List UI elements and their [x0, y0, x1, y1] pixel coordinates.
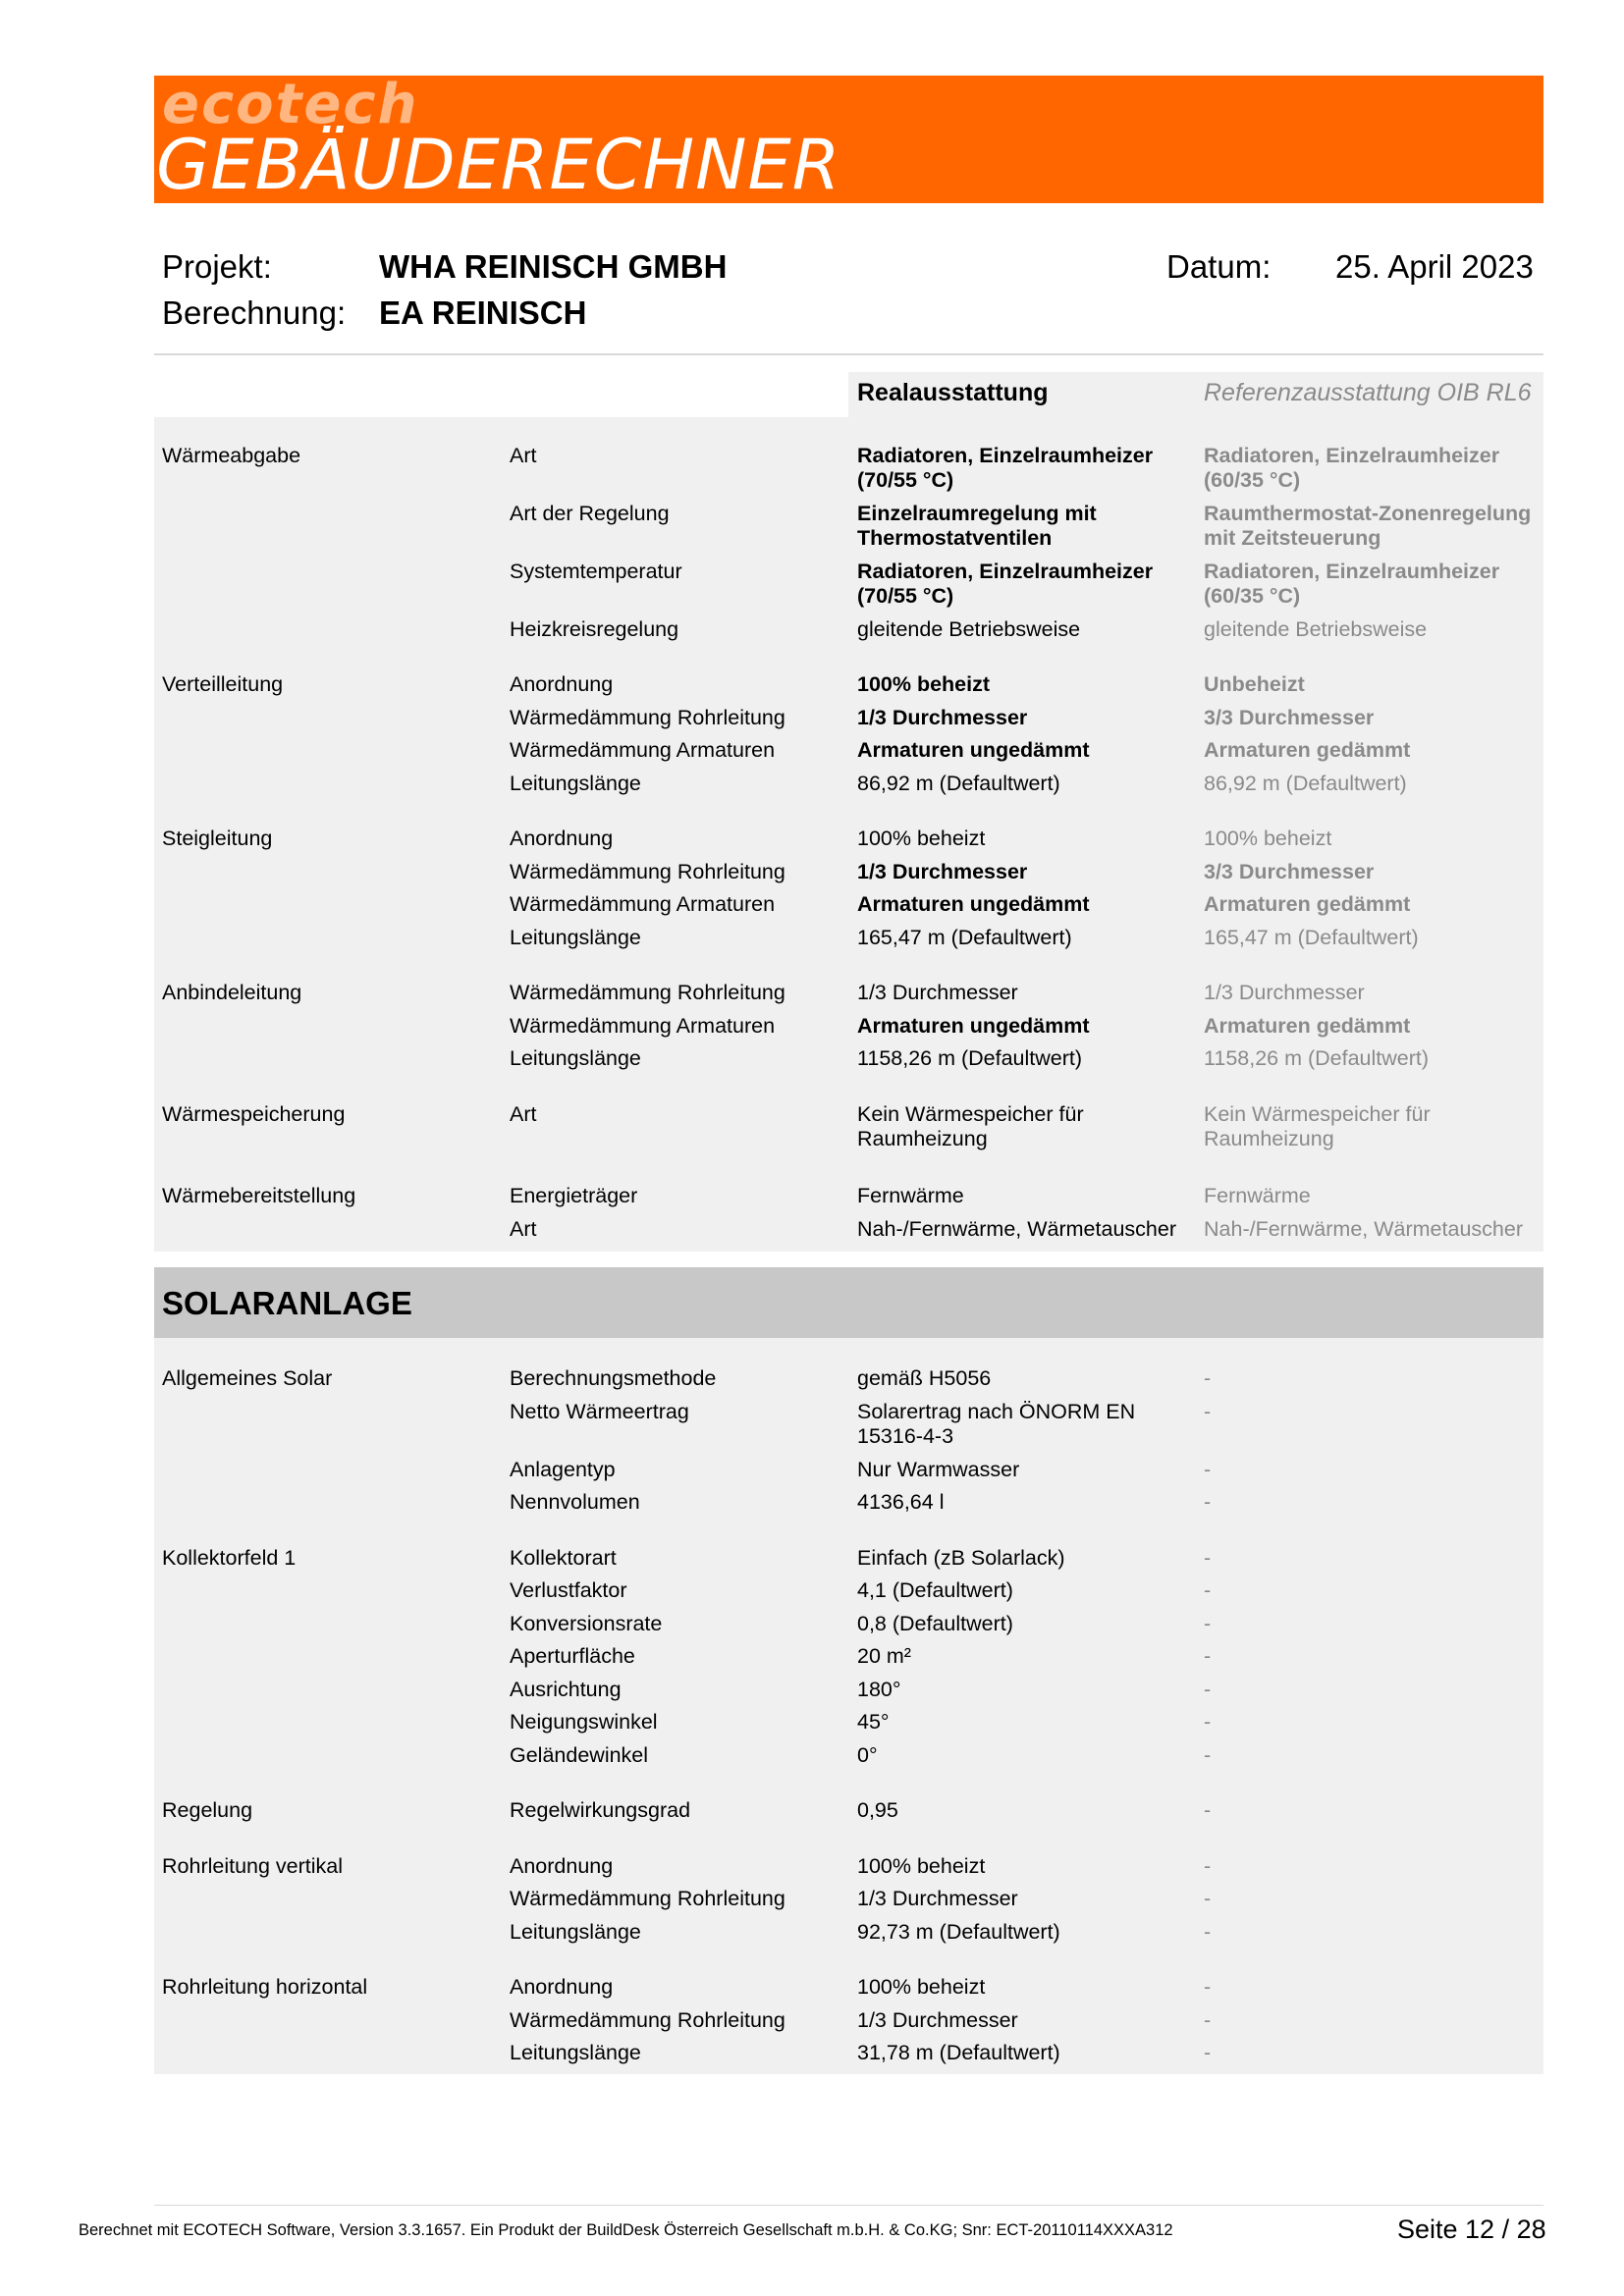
solar-reference-value: - [1204, 1458, 1212, 1481]
solar-reference-value: - [1204, 1798, 1212, 1822]
heating-parameter: Heizkreisregelung [510, 617, 679, 641]
heating-real-value: Fernwärme [857, 1184, 964, 1207]
solar-real-value: 100% beheizt [857, 1854, 986, 1878]
heating-group-label: Anbindeleitung [162, 981, 302, 1004]
solar-reference-value: - [1204, 1578, 1212, 1602]
heating-reference-value: 1158,26 m (Defaultwert) [1204, 1046, 1430, 1070]
solar-parameter: Leitungslänge [510, 2041, 641, 2064]
solar-group-label: Rohrleitung horizontal [162, 1975, 368, 1999]
logo-product: GEBÄUDERECHNER [156, 125, 841, 205]
solar-reference-value: - [1204, 1887, 1212, 1910]
logo-brand: ecotech [162, 73, 419, 136]
heating-reference-value: 3/3 Durchmesser [1204, 706, 1375, 729]
heating-parameter: Art [510, 1102, 537, 1126]
footer-divider [154, 2205, 1543, 2206]
berechnung-label: Berechnung: [162, 294, 347, 331]
heating-reference-value: Radiatoren, Einzelraumheizer (60/35 °C) [1204, 560, 1500, 608]
solar-parameter: Berechnungsmethode [510, 1366, 717, 1390]
datum-label: Datum: [1166, 248, 1272, 285]
heating-real-value: Einzelraumregelung mit Thermostatventilen [857, 502, 1097, 550]
heating-real-value: 100% beheizt [857, 672, 991, 696]
heating-reference-value: 3/3 Durchmesser [1204, 860, 1375, 883]
heating-real-value: 1/3 Durchmesser [857, 706, 1028, 729]
heating-parameter: Systemtemperatur [510, 560, 682, 583]
solar-reference-value: - [1204, 1644, 1212, 1668]
solar-real-value: 0° [857, 1743, 878, 1767]
solar-real-value: 92,73 m (Defaultwert) [857, 1920, 1060, 1944]
solar-panel [154, 1338, 1543, 2074]
solar-parameter: Aperturfläche [510, 1644, 635, 1668]
heating-reference-value: 1/3 Durchmesser [1204, 981, 1365, 1004]
solar-reference-value: - [1204, 2008, 1212, 2032]
solar-reference-value: - [1204, 1743, 1212, 1767]
solar-real-value: gemäß H5056 [857, 1366, 992, 1390]
solar-real-value: 180° [857, 1678, 901, 1701]
solar-reference-value: - [1204, 1366, 1212, 1390]
solar-real-value: 0,95 [857, 1798, 898, 1822]
heating-parameter: Anordnung [510, 827, 614, 850]
heating-reference-value: 100% beheizt [1204, 827, 1332, 850]
heating-real-value: 1/3 Durchmesser [857, 860, 1028, 883]
heating-parameter: Art der Regelung [510, 502, 670, 525]
column-real: Realausstattung [857, 379, 1049, 406]
heating-reference-value: Unbeheizt [1204, 672, 1305, 696]
solar-parameter: Anordnung [510, 1854, 614, 1878]
solar-section-title: SOLARANLAGE [162, 1285, 412, 1321]
projekt-label: Projekt: [162, 248, 272, 285]
solar-parameter: Kollektorart [510, 1546, 617, 1570]
solar-group-label: Regelung [162, 1798, 253, 1822]
heating-parameter: Leitungslänge [510, 926, 641, 949]
column-reference: Referenzausstattung OIB RL6 [1204, 379, 1532, 406]
heating-reference-value: Radiatoren, Einzelraumheizer (60/35 °C) [1204, 444, 1500, 492]
solar-real-value: Nur Warmwasser [857, 1458, 1020, 1481]
solar-group-label: Allgemeines Solar [162, 1366, 333, 1390]
heating-real-value: 1/3 Durchmesser [857, 981, 1018, 1004]
solar-parameter: Anlagentyp [510, 1458, 616, 1481]
solar-parameter: Leitungslänge [510, 1920, 641, 1944]
heating-real-value: 100% beheizt [857, 827, 986, 850]
solar-group-label: Kollektorfeld 1 [162, 1546, 297, 1570]
heating-parameter: Leitungslänge [510, 1046, 641, 1070]
solar-reference-value: - [1204, 1678, 1212, 1701]
datum-value: 25. April 2023 [1335, 248, 1534, 285]
solar-parameter: Geländewinkel [510, 1743, 649, 1767]
heating-reference-value: Armaturen gedämmt [1204, 1014, 1411, 1038]
heating-parameter: Leitungslänge [510, 772, 641, 795]
heating-real-value: Nah-/Fernwärme, Wärmetauscher [857, 1217, 1176, 1241]
heating-parameter: Wärmedämmung Rohrleitung [510, 860, 785, 883]
heating-real-value: gleitende Betriebsweise [857, 617, 1081, 641]
heating-parameter: Wärmedämmung Armaturen [510, 738, 776, 762]
solar-reference-value: - [1204, 1400, 1212, 1423]
solar-parameter: Konversionsrate [510, 1612, 663, 1635]
solar-parameter: Netto Wärmeertrag [510, 1400, 689, 1423]
heating-parameter: Wärmedämmung Armaturen [510, 892, 776, 916]
solar-parameter: Nennvolumen [510, 1490, 640, 1514]
solar-real-value: Einfach (zB Solarlack) [857, 1546, 1065, 1570]
solar-group-label: Rohrleitung vertikal [162, 1854, 344, 1878]
page-number: Seite 12 / 28 [1397, 2215, 1546, 2244]
solar-real-value: 31,78 m (Defaultwert) [857, 2041, 1060, 2064]
heating-parameter: Wärmedämmung Armaturen [510, 1014, 776, 1038]
solar-reference-value: - [1204, 1612, 1212, 1635]
solar-parameter: Verlustfaktor [510, 1578, 627, 1602]
heating-reference-value: Nah-/Fernwärme, Wärmetauscher [1204, 1217, 1523, 1241]
berechnung-value: EA REINISCH [379, 294, 587, 331]
heating-parameter: Wärmedämmung Rohrleitung [510, 981, 785, 1004]
heating-group-label: Verteilleitung [162, 672, 284, 696]
solar-reference-value: - [1204, 1975, 1212, 1999]
heating-reference-value: Kein Wärmespeicher für Raumheizung [1204, 1102, 1431, 1150]
solar-real-value: 4136,64 l [857, 1490, 945, 1514]
heating-real-value: Radiatoren, Einzelraumheizer (70/55 °C) [857, 444, 1154, 492]
solar-real-value: 0,8 (Defaultwert) [857, 1612, 1013, 1635]
ecotech-logo-banner [154, 73, 1543, 205]
heating-reference-value: Armaturen gedämmt [1204, 892, 1411, 916]
solar-real-value: 4,1 (Defaultwert) [857, 1578, 1013, 1602]
heating-real-value: Armaturen ungedämmt [857, 1014, 1090, 1038]
solar-reference-value: - [1204, 1920, 1212, 1944]
solar-parameter: Neigungswinkel [510, 1710, 658, 1734]
projekt-value: WHA REINISCH GMBH [379, 248, 728, 285]
solar-parameter: Anordnung [510, 1975, 614, 1999]
solar-real-value: 45° [857, 1710, 890, 1734]
solar-parameter: Regelwirkungsgrad [510, 1798, 691, 1822]
solar-real-value: 20 m² [857, 1644, 911, 1668]
heating-reference-value: Raumthermostat-Zonenregelung mit Zeitsteuerung [1204, 502, 1532, 550]
solar-real-value: Solarertrag nach ÖNORM EN 15316-4-3 [857, 1400, 1136, 1448]
heating-group-label: Wärmespeicherung [162, 1102, 346, 1126]
heating-parameter: Art [510, 444, 537, 467]
solar-reference-value: - [1204, 1490, 1212, 1514]
heating-reference-value: Fernwärme [1204, 1184, 1311, 1207]
solar-parameter: Wärmedämmung Rohrleitung [510, 2008, 785, 2032]
footer-software-note: Berechnet mit ECOTECH Software, Version 3.3.1657. Ein Produkt der BuildDesk Österreich Gesellschaft m.b.H. & Co.KG; Snr: ECT-20110114XXXA312 [79, 2221, 1173, 2239]
heating-reference-value: gleitende Betriebsweise [1204, 617, 1428, 641]
heating-real-value: 86,92 m (Defaultwert) [857, 772, 1060, 795]
heating-group-label: Wärmebereitstellung [162, 1184, 356, 1207]
solar-real-value: 100% beheizt [857, 1975, 986, 1999]
heating-reference-value: Armaturen gedämmt [1204, 738, 1411, 762]
solar-real-value: 1/3 Durchmesser [857, 1887, 1018, 1910]
heating-reference-value: 86,92 m (Defaultwert) [1204, 772, 1407, 795]
header-divider [154, 353, 1543, 355]
heating-reference-value: 165,47 m (Defaultwert) [1204, 926, 1419, 949]
heating-parameter: Wärmedämmung Rohrleitung [510, 706, 785, 729]
solar-real-value: 1/3 Durchmesser [857, 2008, 1018, 2032]
heating-real-value: Radiatoren, Einzelraumheizer (70/55 °C) [857, 560, 1154, 608]
solar-reference-value: - [1204, 1710, 1212, 1734]
heating-real-value: 165,47 m (Defaultwert) [857, 926, 1072, 949]
heating-group-label: Wärmeabgabe [162, 444, 301, 467]
solar-section-header [154, 1267, 1543, 1338]
heating-parameter: Art [510, 1217, 537, 1241]
heating-parameter: Energieträger [510, 1184, 638, 1207]
heating-real-value: Armaturen ungedämmt [857, 892, 1090, 916]
heating-group-label: Steigleitung [162, 827, 273, 850]
solar-parameter: Ausrichtung [510, 1678, 622, 1701]
heating-real-value: Armaturen ungedämmt [857, 738, 1090, 762]
heating-real-value: 1158,26 m (Defaultwert) [857, 1046, 1083, 1070]
solar-reference-value: - [1204, 1546, 1212, 1570]
solar-parameter: Wärmedämmung Rohrleitung [510, 1887, 785, 1910]
heating-parameter: Anordnung [510, 672, 614, 696]
solar-reference-value: - [1204, 1854, 1212, 1878]
heating-real-value: Kein Wärmespeicher für Raumheizung [857, 1102, 1084, 1150]
solar-reference-value: - [1204, 2041, 1212, 2064]
